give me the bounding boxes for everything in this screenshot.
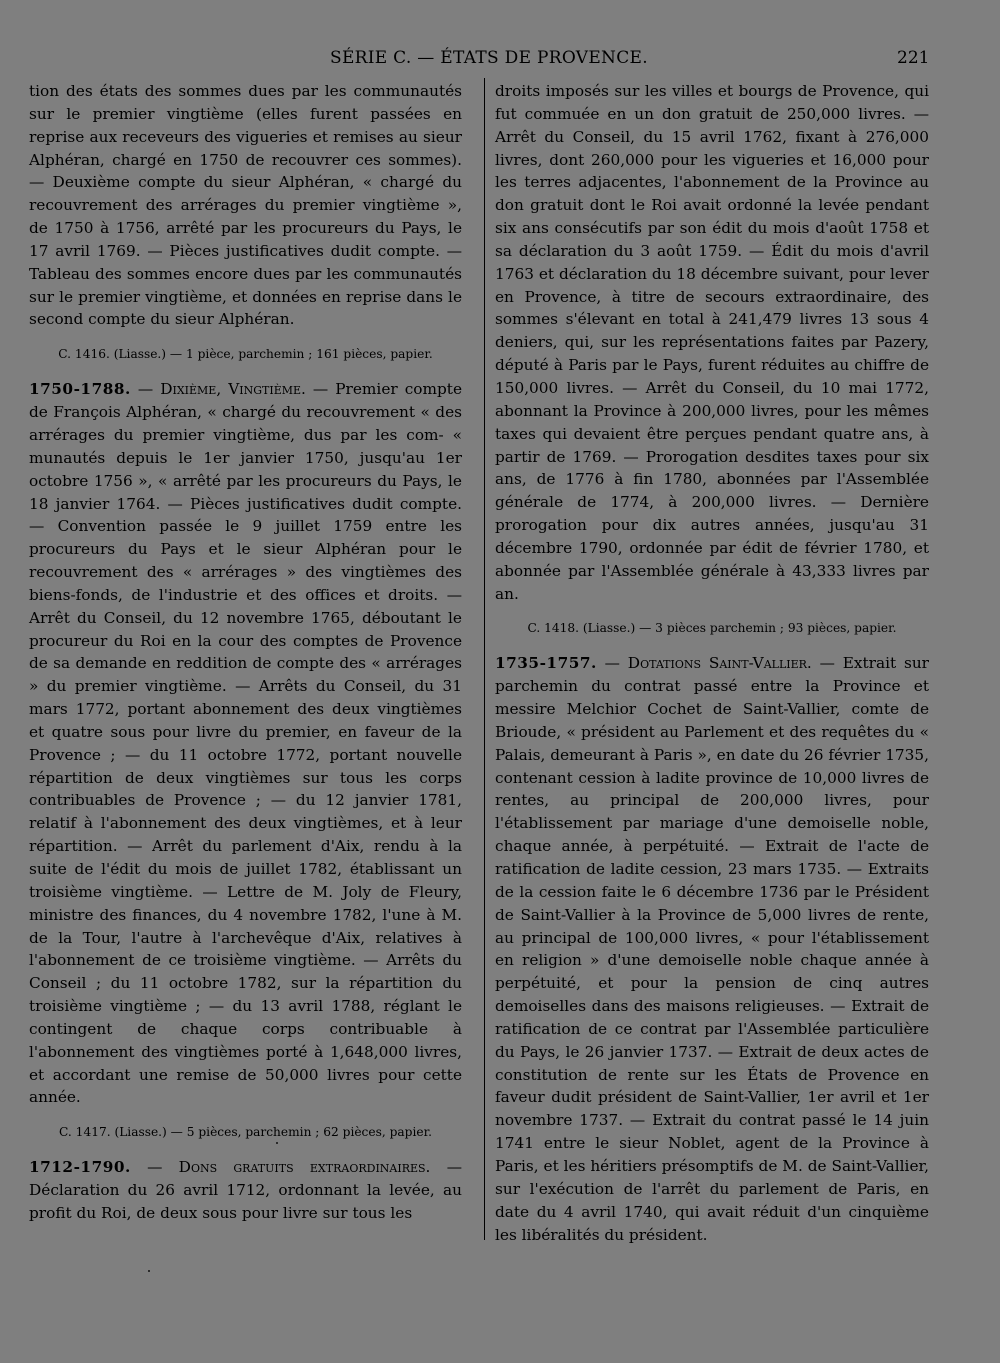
page-header xyxy=(0,48,1000,72)
entry-date: 1735-1757. xyxy=(495,654,597,673)
entry-date: 1712-1790. xyxy=(29,1158,131,1177)
continuation-text: droits imposés sur les villes et bourgs de Provence, qui fut commuée en un don gratuit de 250,000 livres. — Arrêt du Conseil, du 15 avril 1762, fixant à 276,000 livres, dont 260,000 pour les vigueries et 16,000 pour les terres adjacentes, l'abonnement de la Province au don gratuit dont le Roi avait ordonné la levée pendant six ans consécutifs par son édit du mois d'août 1758 et sa déclaration du 3 août 1759. — Édit du mois d'avril 1763 et déclaration du 18 décembre suivant, pour lever en Provence, à titre de secours extraordinaire, des sommes s'élevant en total à 241,479 livres 13 sous 4 deniers, qui, sur les représentations faites par Pazery, député à Paris par le Pays, furent réduites au chiffre de 150,000 livres. — Arrêt du Conseil, du 10 mai 1772, abonnant la Province à 200,000 livres, pour les mêmes taxes qui devaient être perçues pendant quatre ans, à partir de 1769. — Prorogation desdites taxes pour six ans, de 1776 à fin 1780, abonnées par l'Assemblée générale de 1774, à 200,000 livres. — Dernière prorogation pour dix autres années, jusqu'au 31 décembre 1790, ordonnée par édit de février 1780, et abonnée par l'Assemblée générale à 43,333 livres par an. xyxy=(495,82,929,603)
left-column xyxy=(29,80,462,1225)
paper-speck xyxy=(276,1142,278,1144)
right-column xyxy=(495,80,929,1246)
entry-subject: — Dixième, Vingtième. xyxy=(137,380,306,399)
entry-subject: — Dotations Saint-Vallier. xyxy=(604,654,812,673)
entry-text: — Premier compte de François Alphéran, « chargé du recouvrement « des arrérages du premier vingtième, dus par les com- « munautés depuis le 1er janvier 1750, jusqu'au 1er octobre 1756 », « arrêté par les procureurs du Pays, le 18 janvier 1764. — Pièces justificatives dudit compte. — Convention passée le 9 juillet 1759 entre les procureurs du Pays et le sieur Alphéran pour le recouvrement des « arrérages » des vingtièmes des biens-fonds, de l'industrie et des offices et droits. — Arrêt du Conseil, du 12 novembre 1765, déboutant le procureur du Roi en la cour des comptes de Provence de sa demande en reddition de compte des « arrérages » du premier vingtième. — Arrêts du Conseil, du 31 mars 1772, portant abonnement des deux vingtièmes et quatre sous pour livre du premier, en faveur de la Provence ; — du 11 octobre 1772, portant nouvelle répartition de deux vingtièmes sur tous les corps contribuables de Provence ; — du 12 janvier 1781, relatif à l'abonnement des deux vingtièmes, et à leur répartition. — Arrêt du parlement d'Aix, rendu à la suite de l'édit du mois de juillet 1782, établissant un troisième vingtième. — Lettre de M. Joly de Fleury, ministre des finances, du 4 novembre 1782, l'une à M. de la Tour, l'autre à l'archevêque d'Aix, relatives à l'abonnement de ce troisième vingtième. — Arrêts du Conseil ; du 11 octobre 1782, sur la répartition du troisième vingtième ; — du 13 avril 1788, réglant le contingent de chaque corps contribuable à l'abonnement des vingtièmes porté à 1,648,000 livres, et accordant une remise de 50,000 livres pour cette année. xyxy=(29,380,462,1107)
entry-subject: — Dons gratuits extraordinaires. xyxy=(147,1158,431,1177)
page-number: 221 xyxy=(897,48,930,68)
entry-c1416 xyxy=(29,378,462,1109)
item-meta-c1416: C. 1416. (Liasse.) — 1 pièce, parchemin ; 161 pièces, papier. xyxy=(58,347,433,362)
continuation-text: tion des états des sommes dues par les communautés sur le premier vingtième (elles furent passées en reprise aux receveurs des vigueries et remises au sieur Alphéran, chargé en 1750 de recouvrer ces sommes). — Deuxième compte du sieur Alphéran, « chargé du recouvrement des arrérages du premier vingtième », de 1750 à 1756, arrêté par les procureurs du Pays, le 17 avril 1769. — Pièces justificatives dudit compte. — Tableau des sommes encore dues par les communautés sur le premier vingtième, et données en reprise dans le second compte du sieur Alphéran. xyxy=(29,82,462,329)
entry-c1417 xyxy=(29,1156,462,1225)
entry-text: — Extrait sur parchemin du contrat passé entre la Province et messire Melchior Cochet de Saint-Vallier, comte de Brioude, « président au Parlement et des requêtes du « Palais, demeurant à Paris », en date du 26 février 1735, contenant cession à ladite province de 10,000 livres de rentes, au principal de 200,000 livres, pour l'établissement par mariage d'une demoiselle noble, chaque année, à perpétuité. — Extrait de l'acte de ratification de ladite cession, 23 mars 1735. — Extraits de la cession faite le 6 décembre 1736 par le Président de Saint-Vallier à la Province de 5,000 livres de rente, au principal de 100,000 livres, « pour l'établissement en religion » d'une demoiselle noble chaque année à perpétuité, et pour la pension de cinq autres demoiselles dans des maisons religieuses. — Extrait de ratification de ce contrat par l'Assemblée particulière du Pays, le 26 janvier 1737. — Extrait de deux actes de constitution de rente sur les États de Provence en faveur dudit président de Saint-Vallier, 1er avril et 1er novembre 1737. — Extrait du contrat passé le 14 juin 1741 entre le sieur Noblet, agent de la Province à Paris, et les héritiers présomptifs de M. de Saint-Vallier, sur l'exécution de l'arrêt du parlement de Paris, en date du 4 avril 1740, qui avait réduit d'un cinquième les libéralités du président. xyxy=(495,654,929,1244)
entry-text: — Déclaration du 26 avril 1712, ordonnant la levée, au profit du Roi, de deux sous pour livre sur tous les xyxy=(29,1158,462,1222)
running-title: SÉRIE C. — ÉTATS DE PROVENCE. xyxy=(330,48,648,68)
item-meta-c1417: C. 1417. (Liasse.) — 5 pièces, parchemin ; 62 pièces, papier. xyxy=(59,1125,432,1140)
entry-c1418 xyxy=(495,652,929,1246)
column-divider xyxy=(484,78,485,1240)
entry-date: 1750-1788. xyxy=(29,380,131,399)
item-meta-c1418: C. 1418. (Liasse.) — 3 pièces parchemin ; 93 pièces, papier. xyxy=(527,621,897,636)
paper-speck xyxy=(148,1270,150,1272)
